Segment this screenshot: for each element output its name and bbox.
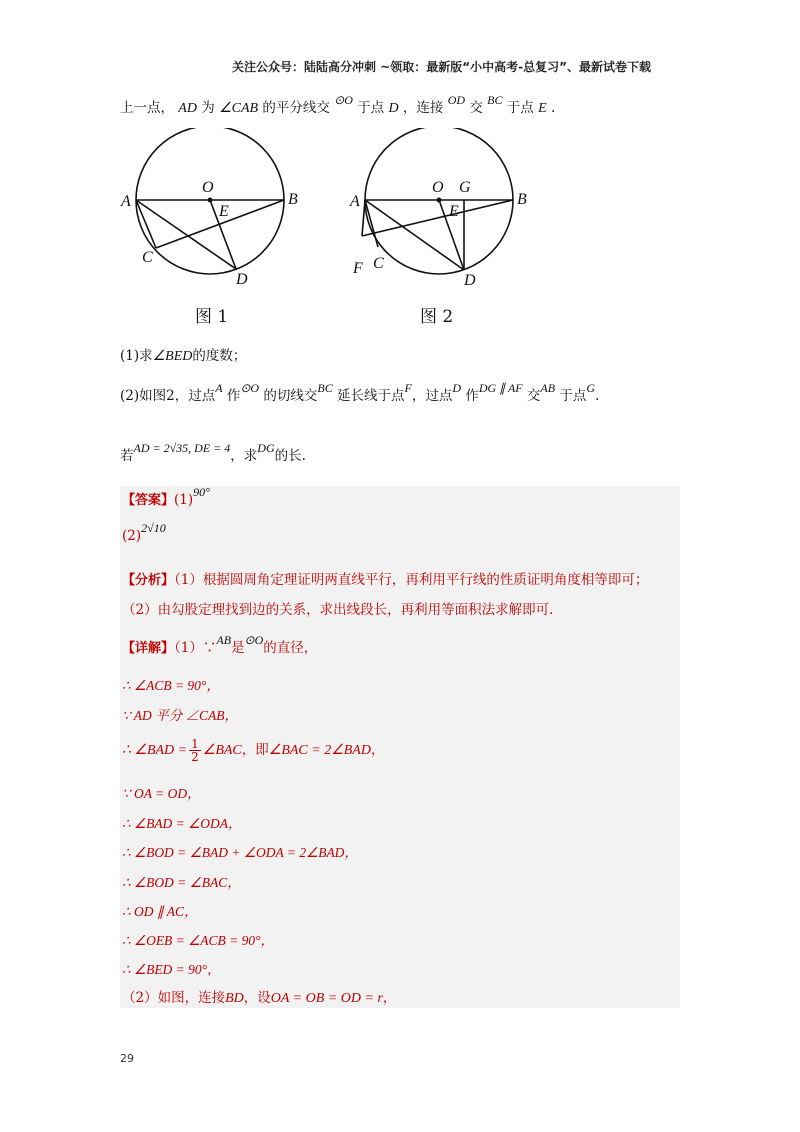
detail-text: ，即 — [241, 742, 269, 758]
q3-text: ，求 — [230, 448, 258, 464]
detail-line-9: ∴ OD ∥ AC， — [122, 904, 198, 919]
label-A-fig2: A — [350, 193, 360, 210]
question-2 — [120, 381, 600, 406]
detail-math: ∴ ∠BAD = — [122, 743, 188, 758]
label-O-fig1: O — [202, 179, 214, 196]
analysis-line-1 — [122, 570, 648, 591]
q2-text: 交 — [526, 388, 541, 404]
intro-text: 于点 — [357, 100, 385, 116]
detail-text: 的直径， — [263, 640, 318, 656]
detail-line-3: ∵ AD 平分 ∠CAB， — [122, 708, 238, 723]
detail-line-10: ∴ ∠OEB = ∠ACB = 90°， — [122, 933, 275, 948]
math-angle-CAB: ∠CAB — [219, 101, 259, 116]
q2-math: G — [586, 381, 596, 395]
label-G-fig2: G — [459, 179, 471, 196]
detail-line-7: ∴ ∠BOD = ∠BAD + ∠ODA = 2∠BAD， — [122, 845, 358, 860]
detail-math: BD — [225, 991, 244, 1006]
detail-math: AB — [216, 633, 232, 647]
detail-line-12 — [122, 988, 396, 1009]
answer-tag: 【答案】 — [122, 493, 175, 508]
analysis-text: （1）根据圆周角定理证明两直线平行，再利用平行线的性质证明角度相等即可； — [174, 572, 649, 588]
math-D: D — [388, 101, 399, 116]
q2-text: (2)如图2，过点 — [120, 388, 216, 404]
label-E-fig1: E — [219, 203, 229, 220]
answer-line-2 — [122, 521, 166, 546]
math-AD: AD — [178, 101, 197, 116]
detail-text: ，设 — [243, 990, 271, 1006]
q2-text: 作 — [465, 388, 479, 404]
q3-math: DG — [257, 441, 275, 455]
problem-intro — [120, 93, 556, 119]
label-D-fig1: D — [236, 271, 248, 288]
question-2-condition — [120, 441, 306, 466]
q1-suffix: 的度数； — [192, 348, 247, 364]
q3-text: 若 — [120, 448, 134, 464]
analysis-line-2: （2）由勾股定理找到边的关系，求出线段长，再利用等面积法求解即可. — [122, 602, 554, 618]
answer-math: 2√10 — [141, 521, 166, 535]
q1-expr: ∠BED — [152, 349, 193, 364]
math-OD: OD — [447, 93, 466, 107]
detail-line-6: ∴ ∠BAD = ∠ODA， — [122, 816, 242, 831]
q2-math: ⊙O — [240, 381, 260, 395]
q2-text: 的切线交 — [263, 388, 318, 404]
label-B-fig1: B — [288, 191, 298, 208]
figure-1-caption: 图 1 — [195, 307, 229, 327]
answer-text: (2) — [122, 528, 142, 544]
detail-tag: 【详解】 — [122, 641, 175, 656]
fraction-half — [189, 738, 201, 763]
intro-text: 上一点， — [120, 100, 174, 116]
math-E: E — [538, 101, 547, 116]
fraction-denominator: 2 — [191, 750, 199, 764]
math-BC: BC — [487, 93, 503, 107]
detail-text: （1）∵ — [174, 640, 217, 656]
segment-fb-fig2 — [362, 200, 513, 236]
intro-text: ，连接 — [402, 100, 444, 116]
analysis-tag: 【分析】 — [122, 573, 175, 588]
question-1 — [120, 346, 246, 367]
q1-prefix: (1)求 — [120, 348, 153, 364]
detail-math: OA = OB = OD = r — [270, 991, 383, 1006]
detail-math: ⊙O — [244, 633, 264, 647]
tangent-af-fig2 — [362, 200, 365, 236]
q3-text: 的长. — [274, 448, 306, 464]
q3-math: AD = 2√35, DE = 4 — [133, 441, 231, 455]
page-number: 29 — [120, 1052, 134, 1065]
fraction-numerator: 1 — [191, 737, 199, 751]
q2-math: BC — [317, 381, 333, 395]
label-F-fig2: F — [353, 260, 363, 277]
detail-line-2: ∴ ∠ACB = 90°， — [122, 678, 220, 693]
q2-text: 作 — [226, 388, 241, 404]
page-header: 关注公众号：陆陆高分冲刺 ~领取：最新版“小中高考-总复习”、最新试卷下载 — [232, 60, 651, 74]
answer-text: (1) — [174, 492, 194, 508]
center-dot-fig1 — [208, 198, 213, 203]
detail-line-8: ∴ ∠BOD = ∠BAC， — [122, 875, 241, 890]
geometry-figures — [118, 128, 558, 332]
center-dot-fig2 — [437, 198, 442, 203]
intro-text: 为 — [201, 100, 215, 116]
detail-line-5: ∵ OA = OD， — [122, 786, 201, 801]
q2-text: 于点 — [559, 388, 587, 404]
label-C-fig1: C — [142, 249, 153, 266]
figures-svg — [118, 128, 558, 328]
q2-math: DG ∥ AF — [478, 381, 523, 395]
label-A-fig1: A — [121, 193, 131, 210]
label-E-fig2: E — [449, 203, 459, 220]
detail-text: ， — [370, 742, 385, 758]
label-C-fig2: C — [373, 255, 384, 272]
detail-line-4 — [122, 738, 384, 763]
math-circle-O: ⊙O — [334, 93, 353, 107]
label-O-fig2: O — [432, 179, 444, 196]
q2-text: ，过点 — [411, 388, 453, 404]
detail-math: ∠BAC = 2∠BAD — [268, 743, 371, 758]
detail-line-11: ∴ ∠BED = 90°， — [122, 962, 221, 977]
detail-math: ∠BAC — [202, 743, 242, 758]
q2-math: AB — [540, 381, 556, 395]
q2-math: F — [404, 381, 412, 395]
detail-text: （2）如图，连接 — [122, 990, 226, 1006]
intro-text: 交 — [469, 100, 483, 116]
answer-math: 90° — [193, 485, 210, 499]
label-B-fig2: B — [517, 191, 527, 208]
intro-text: 于点 — [506, 100, 534, 116]
q2-math: A — [215, 381, 223, 395]
intro-text: . — [550, 100, 556, 116]
answer-line — [122, 485, 210, 511]
detail-text: ， — [382, 990, 397, 1006]
detail-line-1 — [122, 633, 318, 659]
q2-text: . — [595, 388, 600, 404]
q2-text: 延长线于点 — [337, 388, 405, 404]
figure-2-caption: 图 2 — [420, 307, 454, 327]
intro-text: 的平分线交 — [262, 100, 330, 116]
q2-math: D — [452, 381, 462, 395]
detail-text: 是 — [231, 640, 245, 656]
label-D-fig2: D — [464, 272, 476, 289]
